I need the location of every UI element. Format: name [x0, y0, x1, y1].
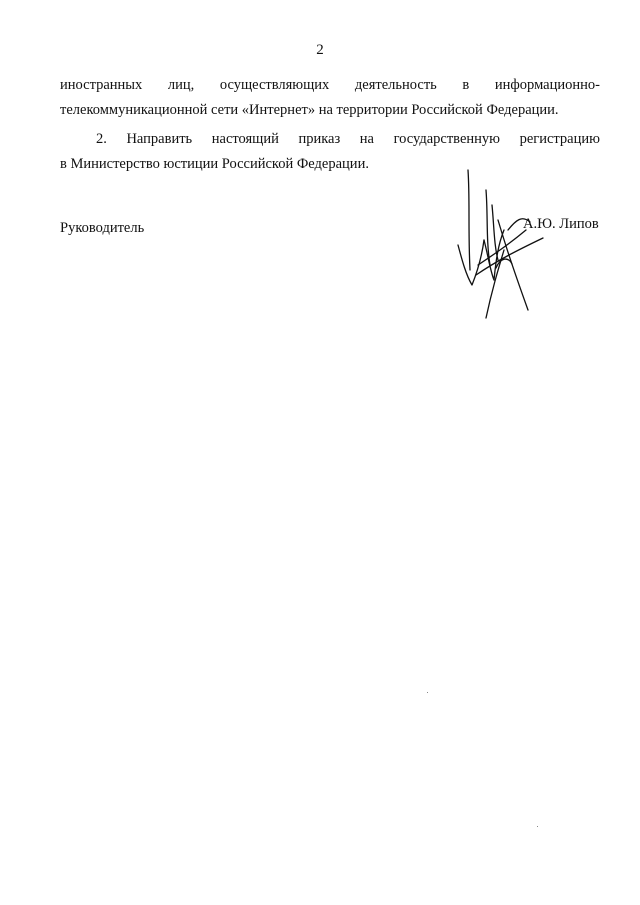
- word: осуществляющих: [219, 77, 330, 93]
- word: лиц,: [167, 77, 195, 93]
- word: деятельность: [354, 77, 437, 93]
- paragraph-2-line-2: в Министерство юстиции Российской Федерации.: [60, 156, 369, 172]
- paragraph-1-line-1: [60, 73, 600, 98]
- paragraph-2-line-1: [60, 127, 600, 152]
- word: иностранных: [60, 77, 143, 93]
- word: 2.: [96, 131, 107, 147]
- word: государственную: [393, 131, 500, 147]
- word: в: [462, 77, 470, 93]
- paragraph-1: [60, 73, 600, 123]
- signature-role: Руководитель: [60, 220, 145, 236]
- paragraph-1-line-2: телекоммуникационной сети «Интернет» на территории Российской Федерации.: [60, 102, 559, 118]
- signature-name: А.Ю. Липов: [523, 216, 599, 232]
- handwritten-signature: [448, 160, 558, 320]
- page-number: 2: [316, 42, 324, 58]
- scan-speck: [427, 692, 428, 693]
- word: регистрацию: [519, 131, 600, 147]
- word: информационно-: [494, 77, 600, 93]
- word: на: [359, 131, 374, 147]
- scan-speck: [537, 826, 538, 827]
- word: Направить: [126, 131, 193, 147]
- word: настоящий: [211, 131, 279, 147]
- word: приказ: [298, 131, 341, 147]
